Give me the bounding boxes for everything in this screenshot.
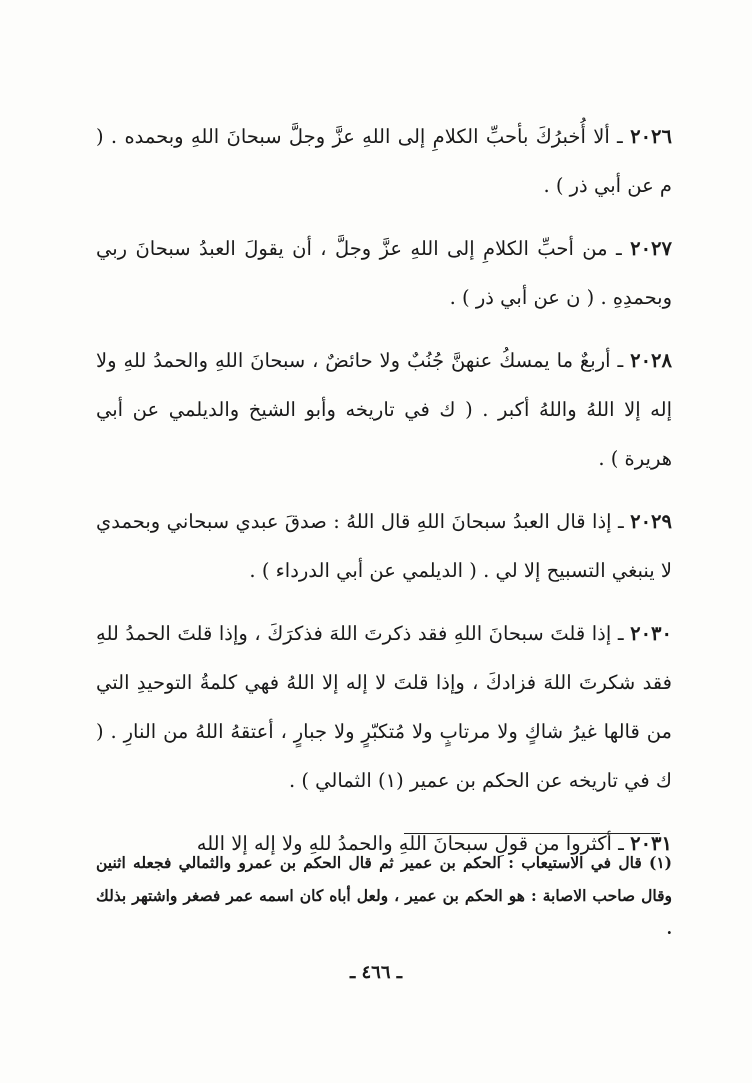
main-text-body — [96, 112, 672, 882]
hadith-text: ـ إذا قلتَ سبحانَ اللهِ فقد ذكرتَ اللهَ فذكرَكَ ، وإذا قلتَ الحمدُ للهِ فقد شكرتَ اللهَ فزادكَ ، وإذا قلتَ لا إله إلا اللهُ فهي كلمةُ التوحيدِ التي من قالها غيرُ شاكٍ ولا مرتابٍ ولا مُتكبّرٍ ولا جبارٍ ، أعتقهُ اللهُ من النارِ . ( ك في تاريخه عن الحكم بن عمير (١) الثمالي ) . — [96, 622, 672, 792]
hadith-number: ٢٠٣١ — [630, 832, 672, 855]
footnote-divider — [404, 833, 660, 834]
hadith-2027 — [96, 224, 672, 322]
page-number: ـ ٤٦٦ ـ — [349, 962, 403, 983]
hadith-2029 — [96, 497, 672, 595]
hadith-2030 — [96, 609, 672, 805]
hadith-number: ٢٠٢٦ — [630, 125, 673, 148]
hadith-text: ـ أربعٌ ما يمسكُ عنهنَّ جُنُبٌ ولا حائضٌ ، سبحانَ اللهِ والحمدُ للهِ ولا إله إلا اللهُ واللهُ أكبر . ( ك في تاريخه وأبو الشيخ والديلمي عن أبي هريرة ) . — [96, 349, 672, 470]
hadith-text: ـ ألا أُخبرُكَ بأحبِّ الكلامِ إلى اللهِ عزَّ وجلَّ سبحانَ اللهِ وبحمده . ( م عن أبي ذر ) . — [96, 125, 672, 197]
hadith-2028 — [96, 336, 672, 483]
hadith-text: ـ من أحبِّ الكلامِ إلى اللهِ عزَّ وجلَّ ، أن يقولَ العبدُ سبحانَ ربي وبحمدِهِ . ( ن عن أبي ذر ) . — [96, 237, 672, 309]
hadith-text: ـ إذا قال العبدُ سبحانَ اللهِ قال اللهُ : صدقَ عبدي سبحاني وبحمدي لا ينبغي التسبيح إلا لي . ( الديلمي عن أبي الدرداء ) . — [96, 510, 672, 582]
hadith-2026 — [96, 112, 672, 210]
hadith-number: ٢٠٢٧ — [630, 237, 672, 260]
hadith-number: ٢٠٢٩ — [630, 510, 673, 533]
hadith-text: ـ أكثروا من قولِ سبحانَ اللهِ والحمدُ للهِ ولا إله إلا الله — [196, 832, 624, 855]
footnote: (١) قال في الاستيعاب : الحكم بن عمير ثم قال الحكم بن عمرو والثمالي فجعله اثنين وقال صاحب الاصابة : هو الحكم بن عمير ، ولعل أباه كان اسمه عمر فصغر واشتهر بذلك . — [96, 853, 672, 938]
hadith-number: ٢٠٣٠ — [630, 622, 672, 645]
hadith-number: ٢٠٢٨ — [630, 349, 672, 372]
